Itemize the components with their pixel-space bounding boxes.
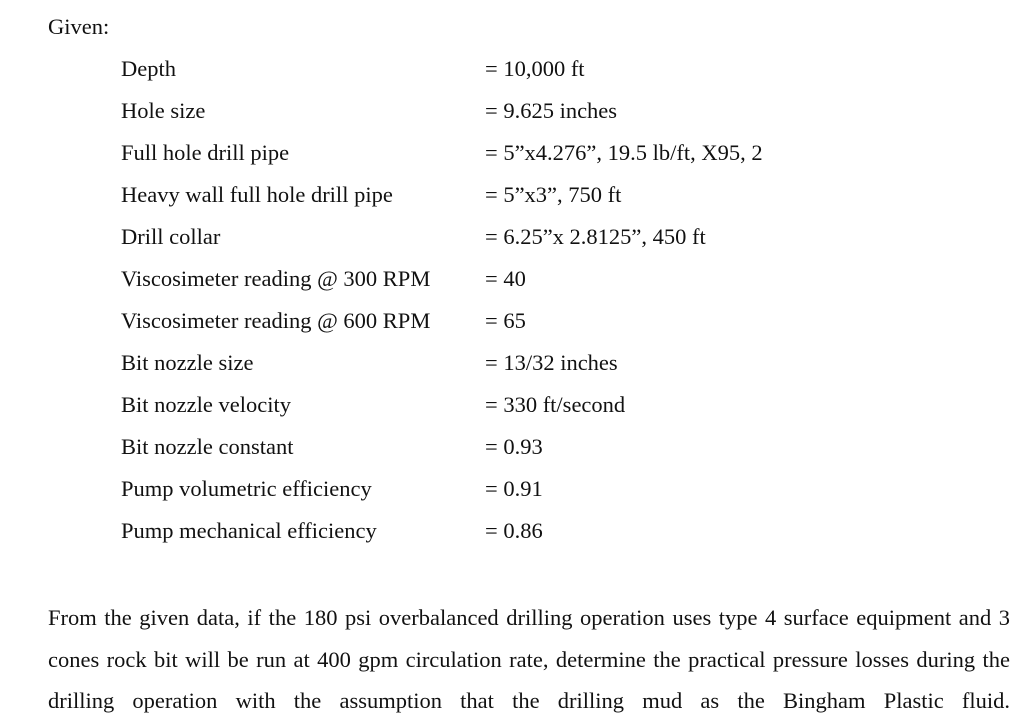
param-value-nozzle-constant: = 0.93 [485, 434, 543, 459]
param-label-drill-pipe: Full hole drill pipe [121, 140, 290, 165]
param-label-drill-collar: Drill collar [121, 224, 221, 249]
param-label-nozzle-size: Bit nozzle size [121, 350, 254, 375]
param-value-drill-collar: = 6.25”x 2.8125”, 450 ft [485, 224, 706, 249]
param-value-pump-volumetric: = 0.91 [485, 476, 543, 501]
param-value-pump-mechanical: = 0.86 [485, 518, 543, 543]
param-label-nozzle-constant: Bit nozzle constant [121, 434, 294, 459]
problem-statement: From the given data, if the 180 psi overbalanced drilling operation uses type 4 surface equipment and 3 cones rock bit will be run at 400 gpm circulation rate, determine the practical pressure losses during the drilling operation with the assumption that the drilling mud as the Bingham Plastic fluid. [48, 605, 1010, 713]
param-row [121, 138, 1001, 180]
param-value-nozzle-velocity: = 330 ft/second [485, 392, 626, 417]
param-label-visc-600: Viscosimeter reading @ 600 RPM [121, 308, 431, 333]
param-value-visc-300: = 40 [485, 266, 526, 291]
param-label-hole-size: Hole size [121, 98, 206, 123]
param-row [121, 390, 1001, 432]
param-value-hole-size: = 9.625 inches [485, 98, 618, 123]
param-row [121, 222, 1001, 264]
param-label-nozzle-velocity: Bit nozzle velocity [121, 392, 291, 417]
given-heading: Given: [48, 14, 110, 39]
param-row [121, 432, 1001, 474]
param-label-heavy-wall-pipe: Heavy wall full hole drill pipe [121, 182, 393, 207]
param-row [121, 306, 1001, 348]
param-row [121, 474, 1001, 516]
param-label-depth: Depth [121, 56, 176, 81]
param-row [121, 264, 1001, 306]
param-value-depth: = 10,000 ft [485, 56, 585, 81]
param-value-nozzle-size: = 13/32 inches [485, 350, 618, 375]
param-value-visc-600: = 65 [485, 308, 526, 333]
param-row [121, 96, 1001, 138]
param-row [121, 54, 1001, 96]
param-label-pump-mechanical: Pump mechanical efficiency [121, 518, 377, 543]
param-row [121, 180, 1001, 222]
param-value-heavy-wall-pipe: = 5”x3”, 750 ft [485, 182, 622, 207]
param-value-drill-pipe: = 5”x4.276”, 19.5 lb/ft, X95, 2 [485, 140, 763, 165]
param-row [121, 348, 1001, 390]
param-label-pump-volumetric: Pump volumetric efficiency [121, 476, 372, 501]
parameter-list [121, 54, 1001, 558]
param-label-visc-300: Viscosimeter reading @ 300 RPM [121, 266, 431, 291]
param-row [121, 516, 1001, 558]
